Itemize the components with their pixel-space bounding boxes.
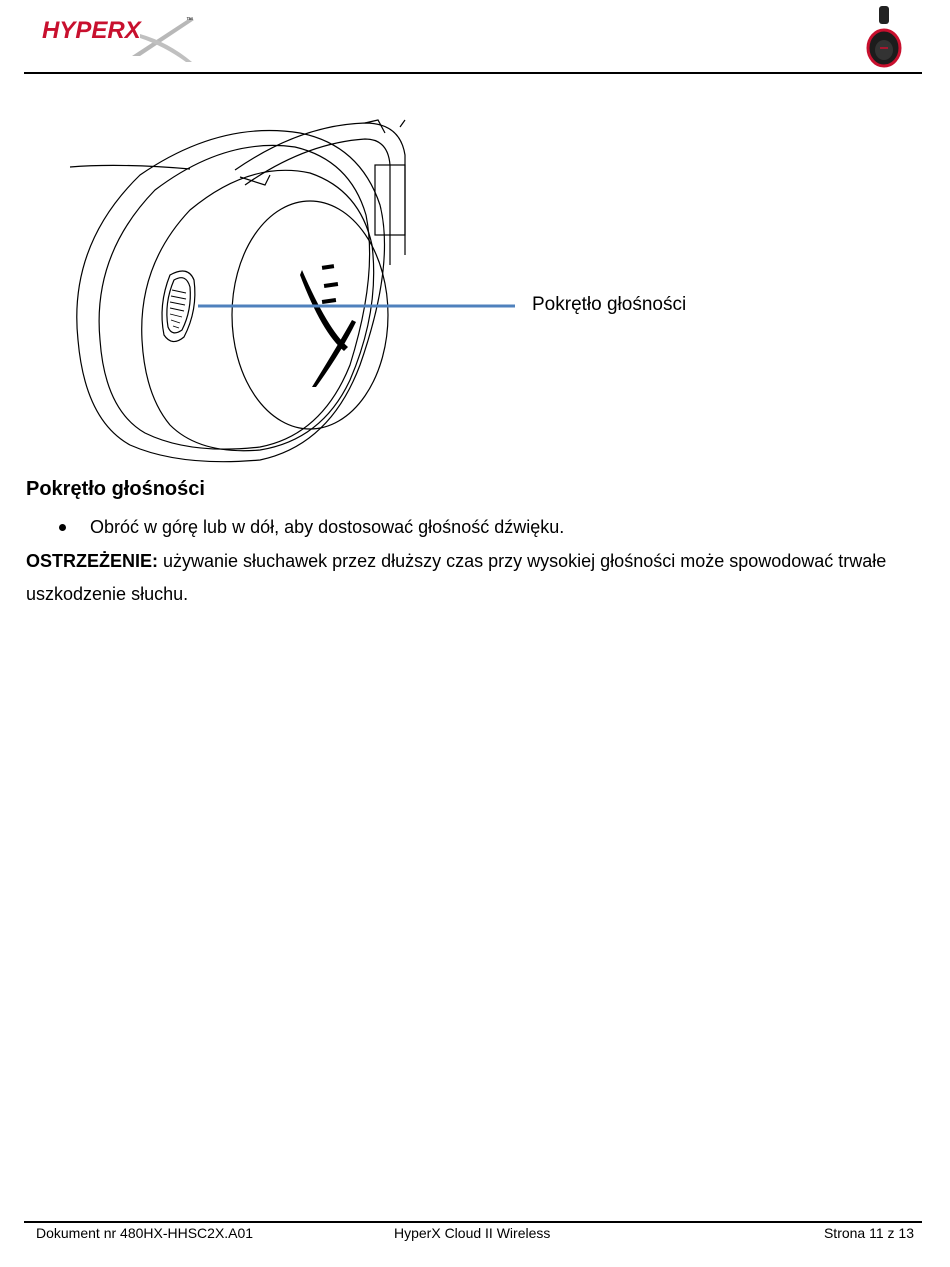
warning-label: OSTRZEŻENIE: xyxy=(26,551,159,571)
page-footer xyxy=(36,1225,914,1245)
document-number: Dokument nr 480HX-HHSC2X.A01 xyxy=(36,1225,254,1241)
footer-divider xyxy=(24,1221,922,1223)
headset-thumbnail-icon xyxy=(862,4,908,68)
svg-text:™: ™ xyxy=(186,17,193,24)
warning-text: używanie słuchawek przez dłuższy czas przy wysokiej głośności może spowodować trwałe uszkodzenie słuchu. xyxy=(26,551,887,604)
headset-earcup-illustration xyxy=(60,115,720,470)
volume-wheel-callout: Pokrętło głośności xyxy=(532,294,687,315)
page-number: Strona 11 z 13 xyxy=(823,1225,914,1241)
page-header xyxy=(0,0,950,76)
section-title: Pokrętło głośności xyxy=(26,478,205,500)
hyperx-logo xyxy=(40,12,200,64)
bullet-icon xyxy=(59,524,66,531)
list-item xyxy=(26,515,916,539)
product-name: HyperX Cloud II Wireless xyxy=(394,1225,551,1241)
warning-paragraph xyxy=(26,545,916,611)
instruction-list xyxy=(26,515,916,539)
list-item-text: Obróć w górę lub w dół, aby dostosować głośność dźwięku. xyxy=(90,517,565,537)
svg-text:HYPERX: HYPERX xyxy=(42,17,141,44)
header-divider xyxy=(24,72,922,74)
